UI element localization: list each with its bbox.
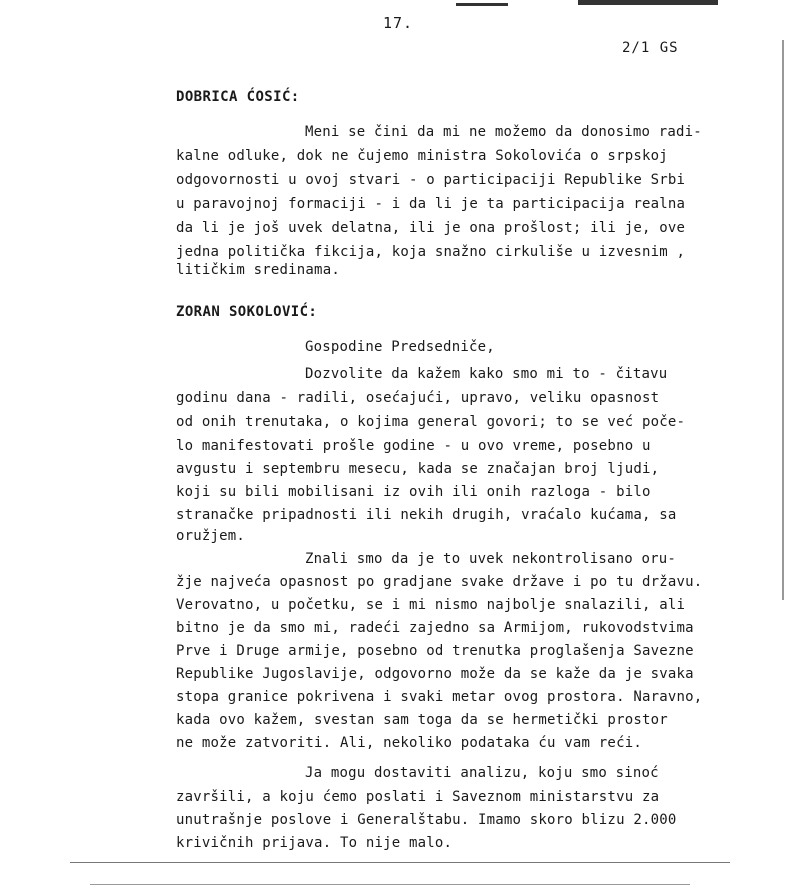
speaker-name: DOBRICA ĆOSIĆ: [176,89,300,105]
scan-mark-top-right [578,0,718,5]
text-line: Gospodine Predsedniče, [305,339,495,355]
document-reference: 2/1 GS [622,40,679,56]
text-line: kalne odluke, dok ne čujemo ministra Sokolovića o srpskoj [176,148,668,164]
page-number: 17. [383,14,414,32]
text-line: ne može zatvoriti. Ali, nekoliko podataka ću vam reći. [176,735,642,751]
text-line: stranačke pripadnosti ili nekih drugih, vraćalo kućama, sa [176,507,677,523]
text-line: oružjem. [176,528,246,544]
text-line: stopa granice pokrivena i svaki metar ovog prostora. Naravno, [176,689,703,705]
text-line: u paravojnoj formaciji - i da li je ta participacija realna [176,196,686,212]
text-line: koji su bili mobilisani iz ovih ili onih razloga - bilo [176,484,651,500]
text-line: Znali smo da je to uvek nekontrolisano oru- [305,551,677,567]
text-line: od onih trenutaka, o kojima general govori; to se već poče- [176,414,686,430]
scan-mark-bottom [70,862,730,863]
text-line: krivičnih prijava. To nije malo. [176,835,453,851]
text-line: Verovatno, u početku, se i mi nismo najbolje snalazili, ali [176,597,686,613]
text-line: Dozvolite da kažem kako smo mi to - čitavu [305,366,668,382]
text-line: žje najveća opasnost po gradjane svake države i po tu državu. [176,574,703,590]
speaker-name: ZORAN SOKOLOVIĆ: [176,304,318,320]
text-line: godinu dana - radili, osećajući, upravo, veliku opasnost [176,390,660,406]
text-line: jedna politička fikcija, koja snažno cirkuliše u izvesnim , [176,244,686,260]
text-line: Prve i Druge armije, posebno od trenutka proglašenja Savezne [176,643,694,659]
scan-mark-right-edge [782,40,784,600]
text-line: da li je još uvek delatna, ili je ona prošlost; ili je, ove [176,220,686,236]
text-line: Ja mogu dostaviti analizu, koju smo sinoć [305,765,659,781]
text-line: kada ovo kažem, svestan sam toga da se hermetički prostor [176,712,668,728]
text-line: bitno je da smo mi, radeći zajedno sa Armijom, rukovodstvima [176,620,694,636]
text-line: Republike Jugoslavije, odgovorno može da se kaže da je svaka [176,666,694,682]
text-line: završili, a koju ćemo poslati i Saveznom ministarstvu za [176,789,660,805]
scan-mark-top [456,3,508,6]
text-line: lo manifestovati prošle godine - u ovo vreme, posebno u [176,438,651,454]
text-line: odgovornosti u ovoj stvari - o participaciji Republike Srbi [176,172,686,188]
text-line: litičkim sredinama. [176,262,340,278]
text-line: avgustu i septembru mesecu, kada se značajan broj ljudi, [176,461,660,477]
scan-mark-bottom-2 [90,884,690,885]
text-line: Meni se čini da mi ne možemo da donosimo radi- [305,124,702,140]
text-line: unutrašnje poslove i Generalštabu. Imamo skoro blizu 2.000 [176,812,677,828]
